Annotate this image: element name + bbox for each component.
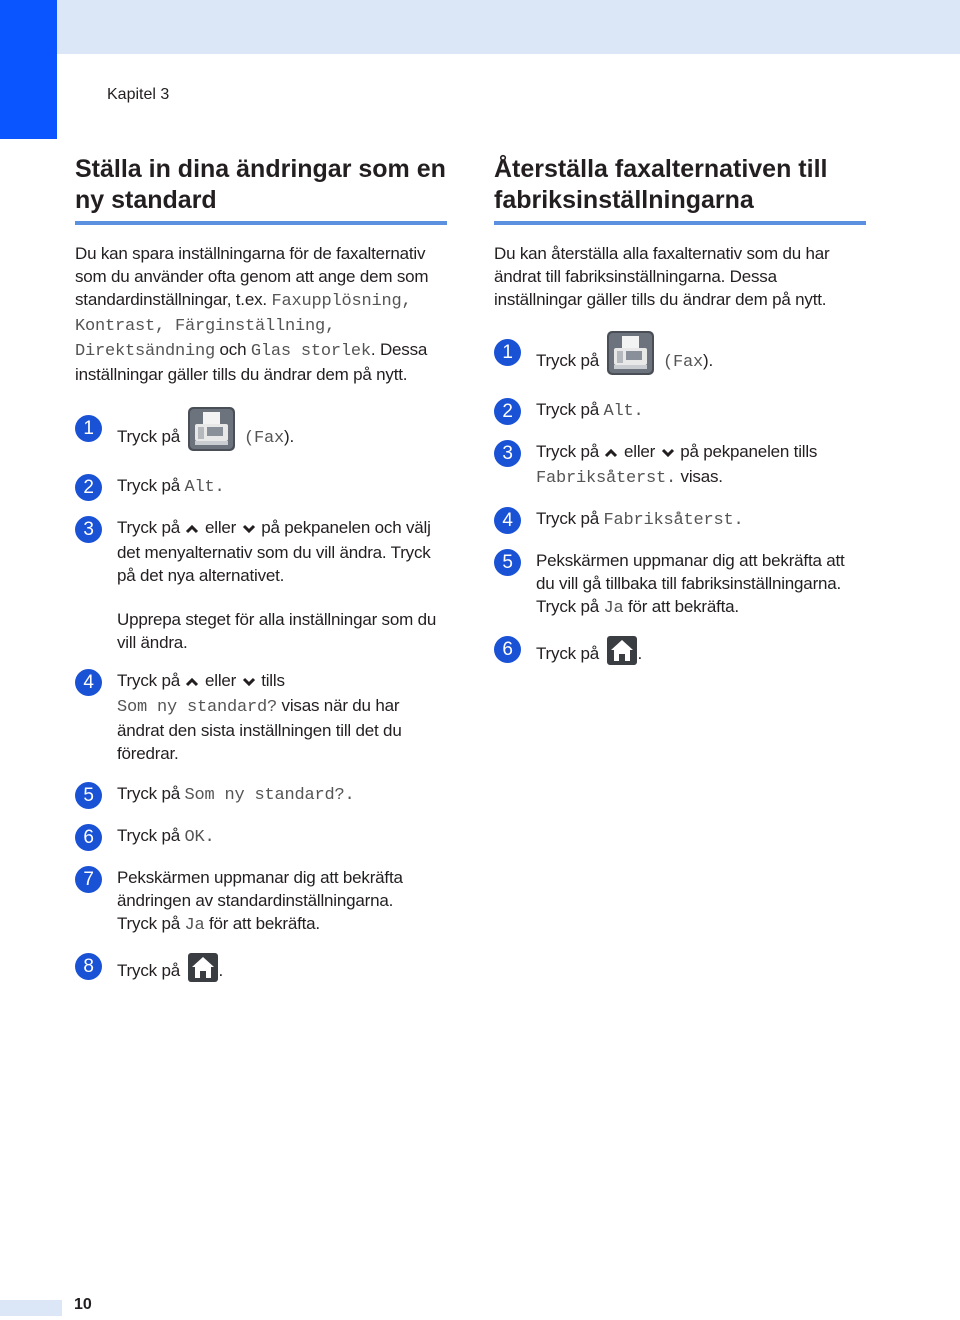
step-text: på pekpanelen tills bbox=[680, 442, 818, 461]
step-4 bbox=[75, 669, 447, 765]
fax-icon bbox=[607, 331, 654, 392]
option-kontrast: Kontrast bbox=[75, 317, 156, 336]
step-text: Tryck på bbox=[536, 509, 604, 528]
step-text: Tryck på bbox=[117, 671, 180, 690]
step-menu-ja: Ja bbox=[184, 916, 205, 935]
step-text: Pekskärmen uppmanar dig att bekräfta ändringen av standardinställningarna. bbox=[117, 868, 403, 910]
step-menu-ja: Ja bbox=[603, 599, 624, 618]
section-title-reset: Återställa faxalternativen till fabriksinställningarna bbox=[494, 154, 866, 225]
step-7 bbox=[75, 866, 447, 937]
step-number: 8 bbox=[75, 953, 102, 980]
step-5 bbox=[494, 549, 866, 620]
step-menu-alt: Alt. bbox=[184, 478, 225, 497]
step-text: visas. bbox=[676, 467, 723, 486]
step-number: 5 bbox=[75, 782, 102, 809]
home-icon bbox=[607, 636, 637, 671]
step-menu-som-ny-standard: Som ny standard? bbox=[117, 698, 278, 717]
option-direktsandning: Direktsändning bbox=[75, 342, 216, 361]
step-text: för att bekräfta. bbox=[623, 597, 739, 616]
step-text: Tryck på bbox=[536, 644, 599, 663]
step-number: 6 bbox=[75, 824, 102, 851]
step-number: 4 bbox=[494, 507, 521, 534]
chapter-tab bbox=[0, 0, 57, 139]
step-number: 2 bbox=[75, 474, 102, 501]
chevron-up-icon bbox=[185, 671, 199, 694]
step-text: på pekpanelen och välj det menyalternativ som du vill ändra. Tryck på det nya alternativet. bbox=[117, 518, 431, 585]
step-3 bbox=[494, 440, 866, 490]
step-menu-fabriksaterst: Fabriksåterst. bbox=[536, 469, 677, 488]
step-5 bbox=[75, 782, 447, 807]
right-column bbox=[494, 154, 866, 671]
intro-part: och bbox=[215, 340, 251, 359]
step-2 bbox=[75, 474, 447, 499]
steps-list bbox=[75, 407, 447, 988]
step-number: 7 bbox=[75, 866, 102, 893]
section-title-standard: Ställa in dina ändringar som en ny standard bbox=[75, 154, 447, 225]
option-farginstallning: Färginställning bbox=[175, 317, 326, 336]
chevron-down-icon bbox=[661, 442, 675, 465]
steps-list bbox=[494, 331, 866, 671]
step-text: . bbox=[637, 644, 643, 663]
step-text: Tryck på bbox=[117, 914, 185, 933]
step-menu-fabriksaterst: Fabriksåterst. bbox=[603, 511, 744, 530]
step-menu-ok: OK. bbox=[184, 828, 215, 847]
step-text: Tryck på bbox=[536, 400, 604, 419]
step-number: 3 bbox=[494, 440, 521, 467]
step-text: Tryck på bbox=[536, 597, 604, 616]
step-text: Tryck på bbox=[117, 961, 180, 980]
chevron-up-icon bbox=[185, 518, 199, 541]
step-1 bbox=[494, 331, 866, 392]
step-text: Pekskärmen uppmanar dig att bekräfta att du vill gå tillbaka till fabriksinställningarna. bbox=[536, 551, 845, 593]
step-subnote: Upprepa steget för alla inställningar som du vill ändra. bbox=[117, 610, 437, 652]
chevron-down-icon bbox=[242, 671, 256, 694]
step-text: för att bekräfta. bbox=[204, 914, 320, 933]
step-number: 1 bbox=[494, 339, 521, 366]
footer-bar bbox=[0, 1300, 62, 1316]
step-3 bbox=[75, 516, 447, 654]
chevron-up-icon bbox=[604, 442, 618, 465]
separator: , bbox=[401, 292, 412, 311]
intro-text bbox=[75, 242, 447, 386]
step-number: 2 bbox=[494, 398, 521, 425]
step-text: . bbox=[218, 961, 224, 980]
intro-text: Du kan återställa alla faxalternativ som du har ändrat till fabriksinställningarna. Dessa inställningar gäller tills du ändrar dem på nytt. bbox=[494, 244, 830, 309]
step-number: 5 bbox=[494, 549, 521, 576]
option-glas-storlek: Glas storlek bbox=[250, 342, 371, 361]
option-faxupplosning: Faxupplösning bbox=[271, 292, 402, 311]
step-number: 4 bbox=[75, 669, 102, 696]
fax-icon bbox=[188, 407, 235, 468]
left-column bbox=[75, 154, 447, 988]
separator: , bbox=[325, 317, 336, 336]
step-text: visas när du har ändrat den sista inställningen till det du föredrar. bbox=[117, 696, 402, 763]
page-number: 10 bbox=[74, 1296, 92, 1313]
intro-part: . Dessa inställningar gäller tills du ändrar dem på nytt. bbox=[75, 340, 428, 384]
step-text: tills bbox=[261, 671, 285, 690]
step-text: Tryck på bbox=[117, 784, 185, 803]
step-2 bbox=[494, 398, 866, 423]
step-text: eller bbox=[624, 442, 656, 461]
step-6 bbox=[494, 636, 866, 671]
intro-part: Du kan spara inställningarna för de faxalternativ som du använder ofta genom att ange dem som standardinställningar, t.ex. bbox=[75, 244, 429, 309]
step-text: Tryck på bbox=[117, 826, 185, 845]
step-6 bbox=[75, 824, 447, 849]
header-band bbox=[0, 0, 960, 54]
step-number: 3 bbox=[75, 516, 102, 543]
step-8 bbox=[75, 953, 447, 988]
chapter-label: Kapitel 3 bbox=[107, 86, 170, 103]
step-number: 1 bbox=[75, 415, 102, 442]
step-text: eller bbox=[205, 518, 237, 537]
home-icon bbox=[188, 953, 218, 988]
step-menu-som-ny-standard: Som ny standard?. bbox=[184, 786, 355, 805]
step-text: Tryck på bbox=[117, 518, 180, 537]
step-text: Tryck på bbox=[117, 426, 180, 446]
step-1 bbox=[75, 407, 447, 468]
step-text: Tryck på bbox=[536, 350, 599, 370]
step-menu-fax: (Fax bbox=[663, 352, 704, 372]
step-text: Tryck på bbox=[117, 476, 185, 495]
chevron-down-icon bbox=[242, 518, 256, 541]
separator: , bbox=[155, 317, 176, 336]
step-text: eller bbox=[205, 671, 237, 690]
step-number: 6 bbox=[494, 636, 521, 663]
step-menu-fax: (Fax bbox=[244, 428, 285, 448]
step-text: Tryck på bbox=[536, 442, 599, 461]
step-menu-alt: Alt. bbox=[603, 402, 644, 421]
step-text: ). bbox=[703, 350, 714, 370]
step-4 bbox=[494, 507, 866, 532]
step-text: ). bbox=[284, 426, 295, 446]
